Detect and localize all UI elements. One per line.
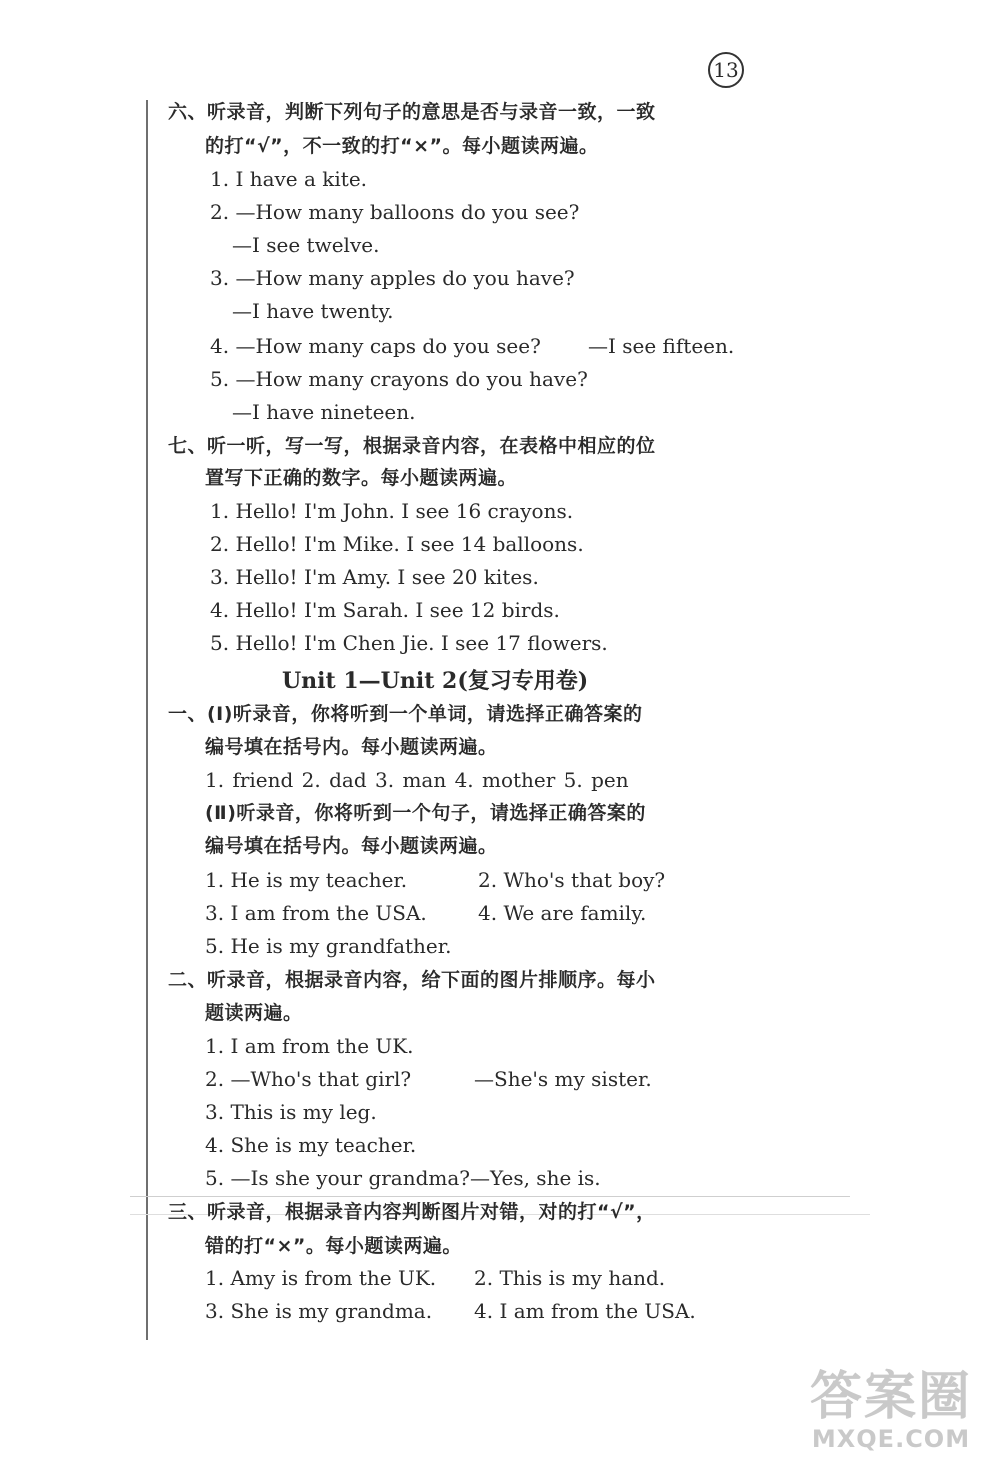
part3-header-line1: 三、听录音，根据录音内容判断图片对错，对的打“√”， xyxy=(168,1201,656,1223)
section7-item: 3. Hello! I'm Amy. I see 20 kites. xyxy=(210,565,539,589)
watermark-url: MXQE.COM xyxy=(811,1425,971,1453)
section7-item: 5. Hello! I'm Chen Jie. I see 17 flowers. xyxy=(210,631,608,655)
section6-item: 1. I have a kite. xyxy=(210,167,368,191)
part1-header-b-line2: 编号填在括号内。每小题读两遍。 xyxy=(205,835,498,857)
part2-item: 4. She is my teacher. xyxy=(205,1133,417,1157)
section6-item: 2. —How many balloons do you see? xyxy=(210,200,580,224)
part3-item: 1. Amy is from the UK. xyxy=(205,1266,437,1290)
part3-header-line2: 错的打“×”。每小题读两遍。 xyxy=(205,1235,462,1257)
part1-item: 1. He is my teacher. xyxy=(205,868,408,892)
part2-header-line1: 二、听录音，根据录音内容，给下面的图片排顺序。每小 xyxy=(168,969,656,991)
part1-item: 4. We are family. xyxy=(478,901,647,925)
part2-item: 1. I am from the UK. xyxy=(205,1034,414,1058)
part2-item: 2. —Who's that girl? xyxy=(205,1067,412,1091)
part1-words: 1. friend 2. dad 3. man 4. mother 5. pen xyxy=(205,768,629,792)
section7-item: 4. Hello! I'm Sarah. I see 12 birds. xyxy=(210,598,560,622)
fold-line xyxy=(130,1196,850,1197)
section6-item: —I have twenty. xyxy=(232,299,394,323)
section7-item: 2. Hello! I'm Mike. I see 14 balloons. xyxy=(210,532,584,556)
watermark xyxy=(810,1369,972,1453)
margin-line xyxy=(146,100,148,1340)
part2-item: 3. This is my leg. xyxy=(205,1100,377,1124)
part3-item: 3. She is my grandma. xyxy=(205,1299,433,1323)
section6-header-line1: 六、听录音，判断下列句子的意思是否与录音一致，一致 xyxy=(168,101,656,123)
section6-item: 3. —How many apples do you have? xyxy=(210,266,575,290)
section7-header-line1: 七、听一听，写一写，根据录音内容，在表格中相应的位 xyxy=(168,435,656,457)
part2-item: —She's my sister. xyxy=(474,1067,652,1091)
unit-title: Unit 1—Unit 2(复习专用卷) xyxy=(282,668,589,694)
part1-item: 5. He is my grandfather. xyxy=(205,934,452,958)
part1-header-b-line1: (Ⅱ)听录音，你将听到一个句子，请选择正确答案的 xyxy=(205,802,646,824)
part1-item: 2. Who's that boy? xyxy=(478,868,666,892)
section6-item: —I have nineteen. xyxy=(232,400,416,424)
section6-item: —I see twelve. xyxy=(232,233,380,257)
section6-item: 5. —How many crayons do you have? xyxy=(210,367,588,391)
section7-item: 1. Hello! I'm John. I see 16 crayons. xyxy=(210,499,574,523)
part3-item: 4. I am from the USA. xyxy=(474,1299,696,1323)
section7-header-line2: 置写下正确的数字。每小题读两遍。 xyxy=(205,467,518,489)
part3-item: 2. This is my hand. xyxy=(474,1266,666,1290)
part2-header-line2: 题读两遍。 xyxy=(205,1002,303,1024)
part1-header-a-line1: 一、(Ⅰ)听录音，你将听到一个单词，请选择正确答案的 xyxy=(168,703,643,725)
part2-item: 5. —Is she your grandma?—Yes, she is. xyxy=(205,1166,601,1190)
section6-item: —I see fifteen. xyxy=(588,334,735,358)
page-number: 13 xyxy=(708,52,744,88)
part1-header-a-line2: 编号填在括号内。每小题读两遍。 xyxy=(205,736,498,758)
part1-item: 3. I am from the USA. xyxy=(205,901,427,925)
section6-header-line2: 的打“√”，不一致的打“×”。每小题读两遍。 xyxy=(205,135,599,157)
section6-item: 4. —How many caps do you see? xyxy=(210,334,541,358)
watermark-main: 答案圈 xyxy=(809,1367,972,1427)
